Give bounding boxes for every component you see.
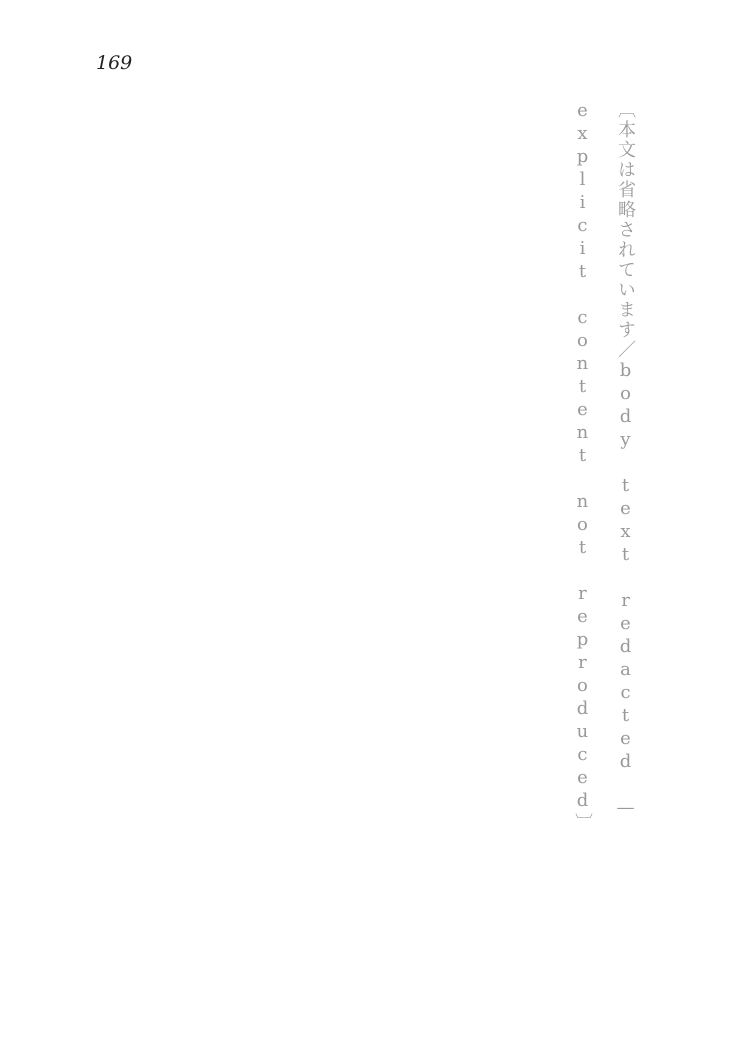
body-text-block: [86, 100, 646, 960]
redacted-body-text: 〔本文は省略されています／body text redacted — explicit content not reproduced〕: [571, 100, 636, 833]
page-number: 169: [96, 52, 133, 74]
